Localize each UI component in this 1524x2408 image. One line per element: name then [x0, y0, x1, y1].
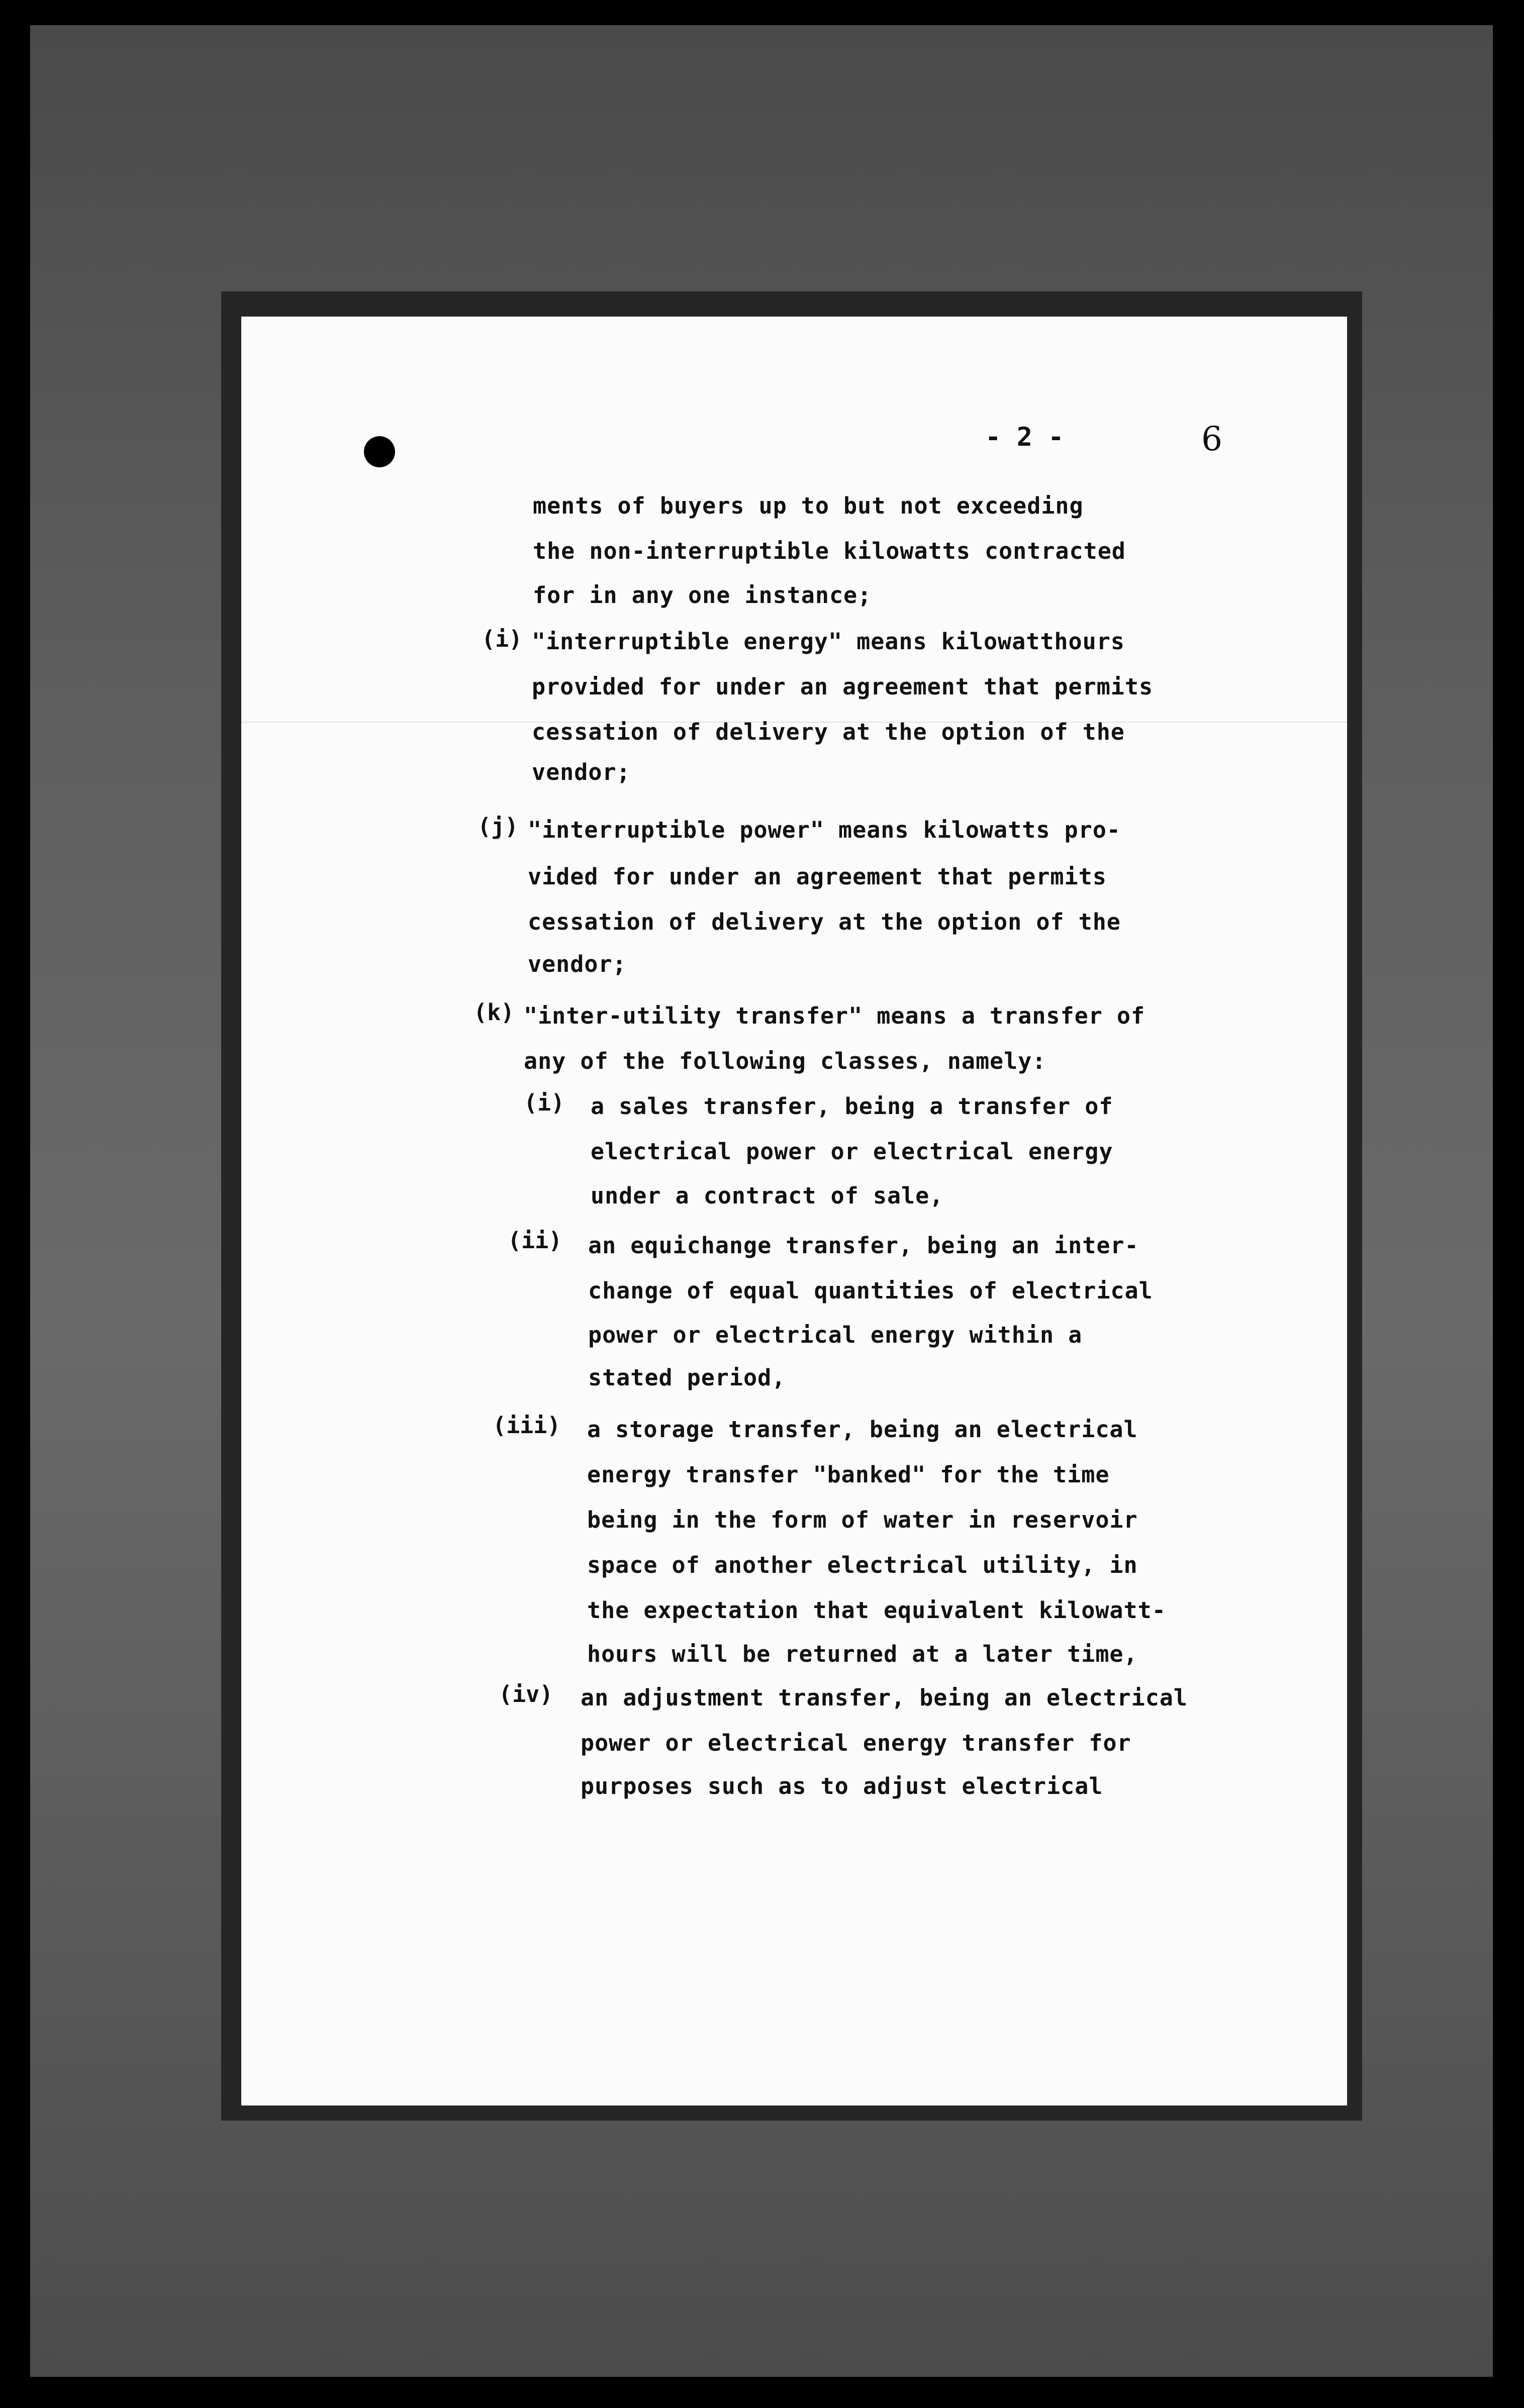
sub-item-marker: (i): [524, 1089, 565, 1116]
definition-marker: (j): [478, 813, 519, 840]
sub-item-marker: (ii): [508, 1227, 562, 1254]
punch-hole: [364, 436, 395, 467]
sub-item-line: change of equal quantities of electrical: [588, 1277, 1153, 1304]
definition-line: any of the following classes, namely:: [524, 1048, 1046, 1074]
sub-item-line: a sales transfer, being a transfer of: [591, 1093, 1113, 1120]
definition-line: vendor;: [528, 951, 627, 977]
sub-item-line: an equichange transfer, being an inter-: [588, 1232, 1139, 1259]
sub-item-marker: (iii): [493, 1412, 561, 1439]
document-page: [241, 317, 1347, 2105]
sub-item-marker: (iv): [499, 1681, 553, 1708]
continuation-line: ments of buyers up to but not exceeding: [533, 492, 1084, 519]
definition-line: vendor;: [532, 759, 631, 785]
definition-line: "interruptible power" means kilowatts pro-: [528, 817, 1121, 843]
sub-item-line: a storage transfer, being an electrical: [587, 1416, 1138, 1443]
continuation-line: the non-interruptible kilowatts contracted: [533, 538, 1126, 564]
folio-number: 6: [1201, 420, 1222, 458]
page-number: - 2 -: [985, 422, 1064, 452]
definition-line: cessation of delivery at the option of the: [528, 909, 1121, 935]
definition-line: vided for under an agreement that permits: [528, 863, 1107, 890]
sub-item-line: space of another electrical utility, in: [587, 1552, 1138, 1578]
definition-line: provided for under an agreement that permits: [532, 673, 1154, 700]
definition-line: cessation of delivery at the option of the: [532, 719, 1125, 745]
sub-item-line: stated period,: [588, 1364, 786, 1391]
sub-item-line: hours will be returned at a later time,: [587, 1641, 1138, 1667]
sub-item-line: under a contract of sale,: [591, 1182, 944, 1209]
definition-line: "inter-utility transfer" means a transfer of: [524, 1002, 1146, 1029]
sub-item-line: power or electrical energy within a: [588, 1322, 1083, 1348]
continuation-line: for in any one instance;: [533, 582, 872, 609]
sub-item-line: being in the form of water in reservoir: [587, 1507, 1138, 1533]
sub-item-line: power or electrical energy transfer for: [581, 1730, 1131, 1756]
sub-item-line: energy transfer "banked" for the time: [587, 1461, 1110, 1488]
sub-item-line: an adjustment transfer, being an electrical: [581, 1684, 1188, 1711]
sub-item-line: purposes such as to adjust electrical: [581, 1773, 1103, 1799]
definition-marker: (k): [473, 999, 515, 1026]
definition-line: "interruptible energy" means kilowatthours: [532, 628, 1125, 655]
sub-item-line: electrical power or electrical energy: [591, 1138, 1113, 1165]
definition-marker: (i): [482, 626, 523, 652]
sub-item-line: the expectation that equivalent kilowatt-: [587, 1597, 1166, 1624]
